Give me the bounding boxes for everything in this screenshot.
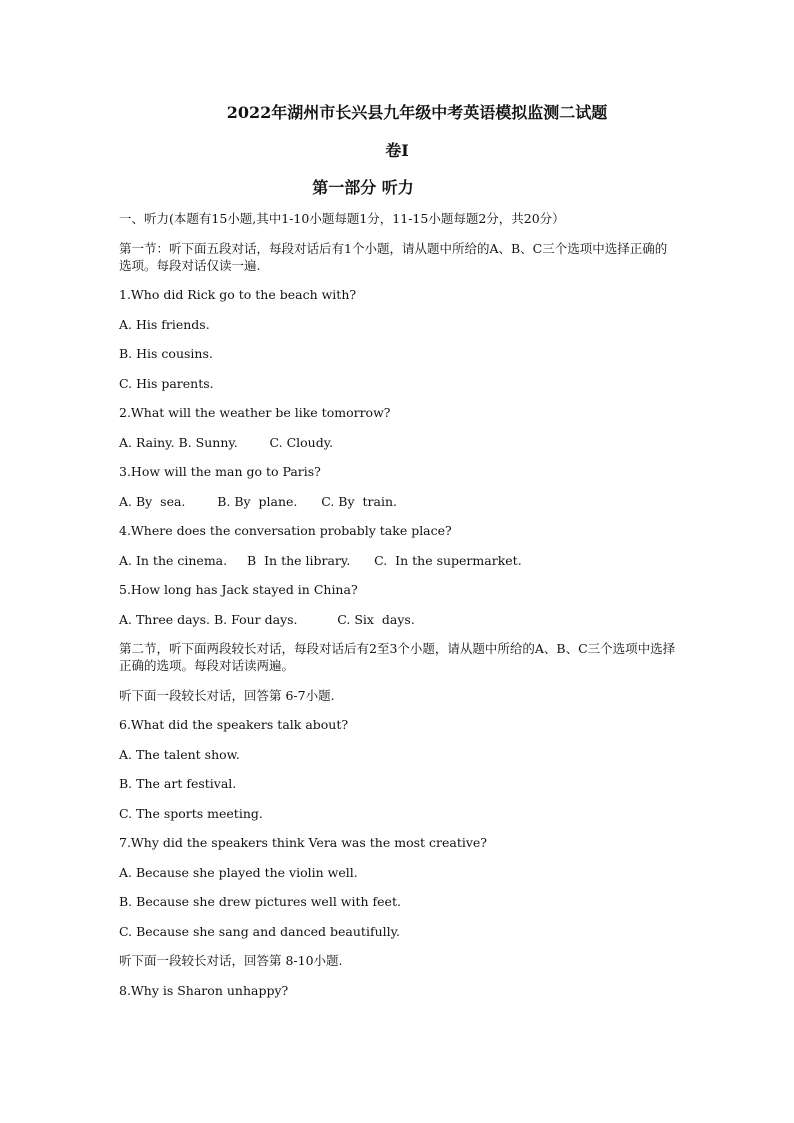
part-heading: 第一部分 听力	[312, 178, 414, 197]
question-6: 6.What did the speakers talk about?	[119, 717, 349, 732]
question-1: 1.Who did Rick go to the beach with?	[119, 287, 357, 302]
question-7-option-a: A. Because she played the violin well.	[119, 864, 358, 880]
question-8: 8.Why is Sharon unhappy?	[119, 982, 289, 998]
part1-instructions: 第一节：听下面五段对话，每段对话后有1个小题，请从题中所给的A、B、C三个选项中选择正确的选项。每段对话仅读一遍.	[119, 240, 668, 273]
question-5-options: A. Three days. B. Four days. C. Six days.	[119, 611, 415, 627]
question-4: 4.Where does the conversation probably take place?	[119, 523, 452, 538]
question-3: 3.How will the man go to Paris?	[119, 464, 321, 479]
exam-body	[119, 210, 679, 1011]
dialog-6-7-instruction: 听下面一段较长对话，回答第 6-7小题.	[119, 687, 335, 703]
question-7: 7.Why did the speakers think Vera was the most creative?	[119, 835, 488, 850]
volume-label: 卷I	[385, 141, 409, 160]
question-6-option-b: B. The art festival.	[119, 776, 237, 791]
exam-title: 2022年湖州市长兴县九年级中考英语模拟监测二试题	[226, 103, 608, 122]
dialog-8-10-instruction: 听下面一段较长对话，回答第 8-10小题.	[119, 953, 343, 968]
question-3-options: A. By sea. B. By plane. C. By train.	[119, 493, 397, 509]
question-2-options: A. Rainy. B. Sunny. C. Cloudy.	[119, 434, 334, 450]
question-7-option-b: B. Because she drew pictures well with feet.	[119, 894, 401, 909]
question-2: 2.What will the weather be like tomorrow?	[119, 405, 391, 420]
question-7-option-c: C. Because she sang and danced beautifully.	[119, 923, 400, 939]
part2-instructions: 第二节，听下面两段较长对话，每段对话后有2至3个小题，请从题中所给的A、B、C三个选项中选择正确的选项。每段对话读两遍。	[119, 641, 676, 673]
question-4-options: A. In the cinema. B In the library. C. In the supermarket.	[119, 552, 522, 568]
question-5: 5.How long has Jack stayed in China?	[119, 582, 358, 597]
question-1-option-a: A. His friends.	[119, 316, 210, 332]
question-1-option-b: B. His cousins.	[119, 346, 213, 361]
question-6-option-a: A. The talent show.	[119, 746, 240, 762]
question-6-option-c: C. The sports meeting.	[119, 805, 263, 821]
question-1-option-c: C. His parents.	[119, 375, 214, 391]
section-heading: 一、听力(本题有15小题,其中1-10小题每题1分，11-15小题每题2分，共20分）	[119, 211, 565, 226]
